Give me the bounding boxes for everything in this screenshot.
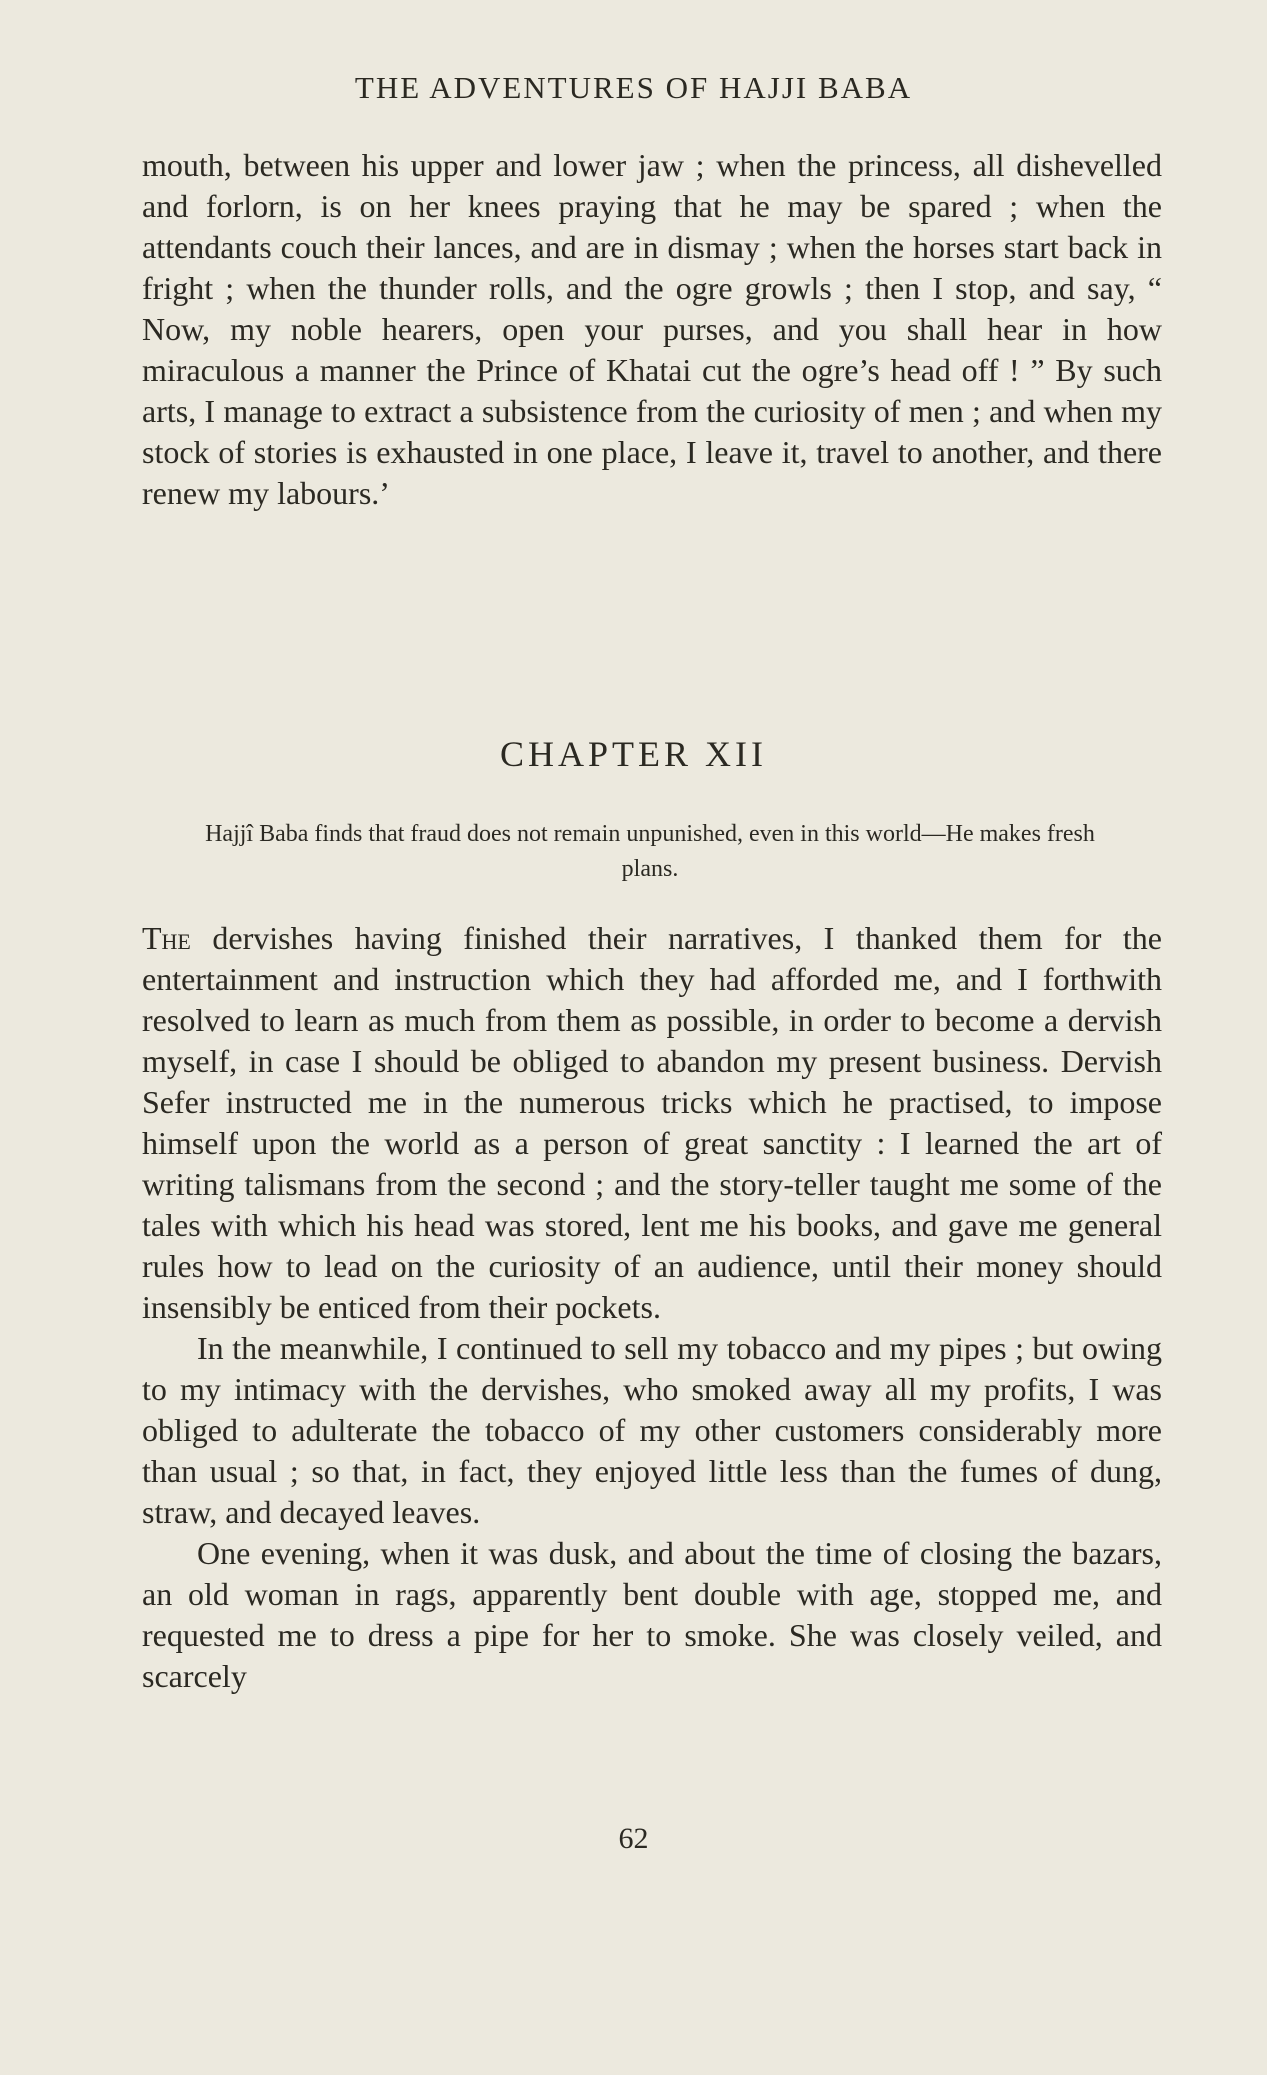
page-number: 62 <box>618 1822 649 1855</box>
paragraph-text: dervishes having finished their narratives, I thanked them for the entertainment and instruction which they had afforded me, and I forthwith resolved to learn as much from them as possible, in order to become a dervish myself, in case I should be obliged to abandon my present business. Dervish Sefer instructed me in the numerous tricks which he practised, to impose himself upon the world as a person of great sanctity : I learned the art of writing talismans from the second ; and the story-teller taught me some of the tales with which his head was stored, lent me his books, and gave me general rules how to lead on the curiosity of an audience, until their money should insensibly be enticed from their pockets. <box>142 920 1162 1325</box>
chapter-body <box>142 918 1162 1697</box>
chapter-synopsis: Hajjî Baba finds that fraud does not remain unpunished, even in this world—He makes fresh plans. <box>205 821 1095 882</box>
paragraph: One evening, when it was dusk, and about the time of closing the bazars, an old woman in rags, apparently bent double with age, stopped me, and requested me to dress a pipe for her to smoke. She was closely veiled, and scarcely <box>142 1535 1162 1694</box>
chapter-title: CHAPTER XII <box>500 734 767 774</box>
opening-word: The <box>142 920 191 956</box>
continued-text <box>142 145 1162 514</box>
paragraph <box>142 918 1162 1328</box>
paragraph: In the meanwhile, I continued to sell my tobacco and my pipes ; but owing to my intimacy with the dervishes, who smoked away all my profits, I was obliged to adulterate the tobacco of my other customers considerably more than usual ; so that, in fact, they enjoyed little less than the fumes of dung, straw, and decayed leaves. <box>142 1330 1162 1530</box>
running-head: THE ADVENTURES OF HAJJI BABA <box>354 70 913 105</box>
paragraph: mouth, between his upper and lower jaw ; when the princess, all dishevelled and forlorn, is on her knees praying that he may be spared ; when the attendants couch their lances, and are in dismay ; when the horses start back in fright ; when the thunder rolls, and the ogre growls ; then I stop, and say, “ Now, my noble hearers, open your purses, and you shall hear in how miraculous a manner the Prince of Khatai cut the ogre’s head off ! ” By such arts, I manage to extract a subsistence from the curiosity of men ; and when my stock of stories is exhausted in one place, I leave it, travel to another, and there renew my labours.’ <box>142 147 1162 511</box>
